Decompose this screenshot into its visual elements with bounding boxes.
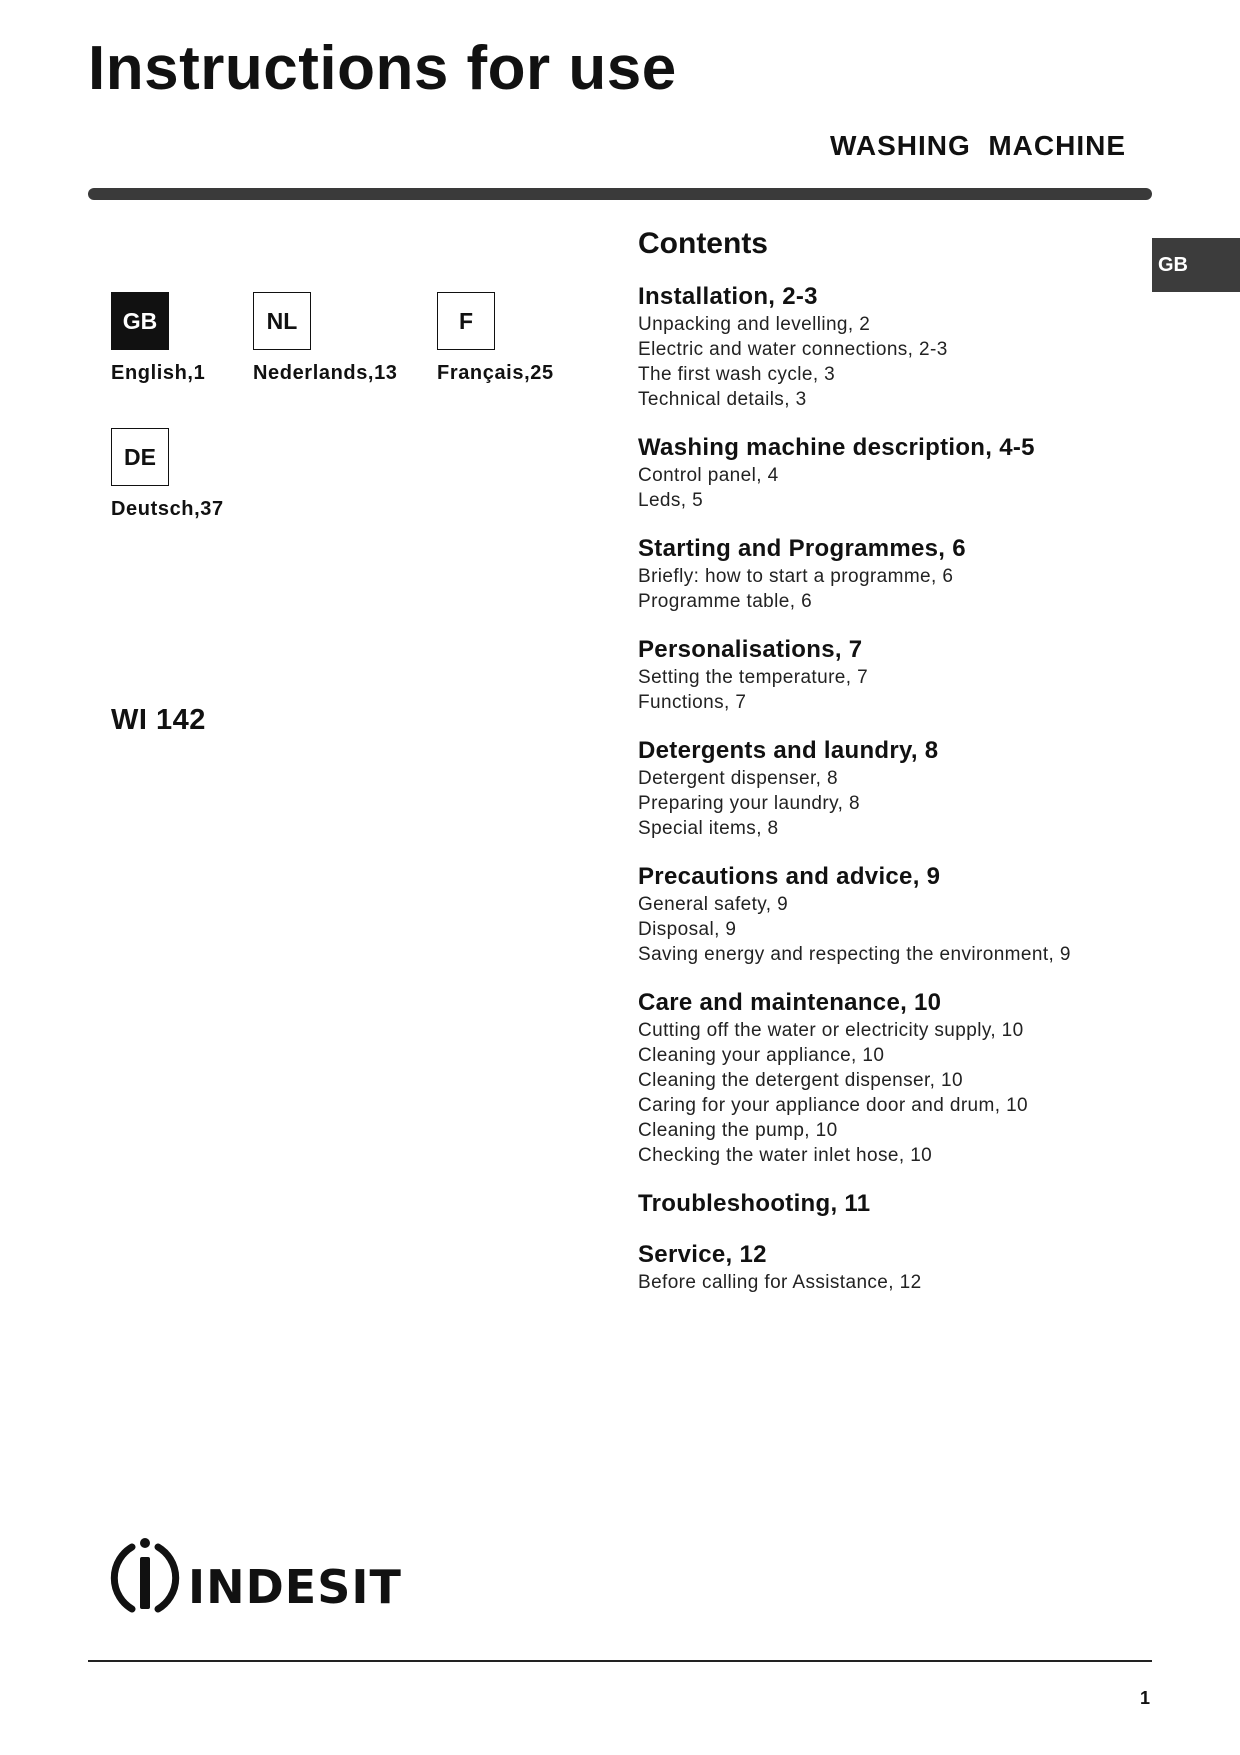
language-label-francais[interactable]: Français,25	[437, 362, 554, 384]
toc-section-heading[interactable]: Troubleshooting, 11	[638, 1190, 871, 1217]
toc-section-heading[interactable]: Precautions and advice, 9	[638, 863, 941, 890]
toc-section-heading[interactable]: Starting and Programmes, 6	[638, 535, 966, 562]
toc-entry[interactable]: Preparing your laundry, 8	[638, 793, 860, 814]
toc-entry[interactable]: Cutting off the water or electricity supply, 10	[638, 1020, 1024, 1041]
toc-section-heading[interactable]: Installation, 2-3	[638, 283, 818, 310]
logo-wordmark: INDESIT	[188, 1560, 402, 1614]
toc-entry[interactable]: The first wash cycle, 3	[638, 364, 836, 385]
toc-entry[interactable]: Before calling for Assistance, 12	[638, 1272, 922, 1293]
language-code-gb[interactable]: GB	[111, 292, 169, 350]
language-code-nl[interactable]: NL	[253, 292, 311, 350]
toc-entry[interactable]: Programme table, 6	[638, 591, 813, 612]
toc-section	[638, 534, 1118, 614]
toc-section	[638, 1189, 1118, 1219]
toc-entry[interactable]: Setting the temperature, 7	[638, 667, 869, 688]
toc-entry[interactable]: General safety, 9	[638, 894, 789, 915]
document-title: Instructions for use	[88, 34, 677, 103]
toc-section	[638, 988, 1118, 1168]
toc-entry[interactable]: Functions, 7	[638, 692, 747, 713]
toc-section	[638, 736, 1118, 841]
contents-title: Contents	[638, 227, 768, 260]
toc-section-heading[interactable]: Detergents and laundry, 8	[638, 737, 939, 764]
toc-section-heading[interactable]: Service, 12	[638, 1241, 767, 1268]
toc-entry[interactable]: Leds, 5	[638, 490, 704, 511]
toc-section	[638, 282, 1118, 412]
toc-entry[interactable]: Briefly: how to start a programme, 6	[638, 566, 954, 587]
toc-entry[interactable]: Control panel, 4	[638, 465, 779, 486]
toc-entry[interactable]: Saving energy and respecting the environment, 9	[638, 944, 1071, 965]
toc-entry[interactable]: Special items, 8	[638, 818, 779, 839]
product-type-heading: WASHING MACHINE	[830, 130, 1126, 161]
toc-section	[638, 433, 1118, 513]
table-of-contents	[638, 282, 1118, 1316]
language-side-tab: GB	[1152, 238, 1240, 292]
toc-section-heading[interactable]: Care and maintenance, 10	[638, 989, 942, 1016]
language-code-f[interactable]: F	[437, 292, 495, 350]
toc-section-heading[interactable]: Personalisations, 7	[638, 636, 863, 663]
toc-section	[638, 635, 1118, 715]
toc-section	[638, 862, 1118, 967]
page-number: 1	[1140, 1688, 1151, 1708]
toc-entry[interactable]: Caring for your appliance door and drum, 10	[638, 1095, 1029, 1116]
toc-section-heading[interactable]: Washing machine description, 4-5	[638, 434, 1035, 461]
language-label-english[interactable]: English,1	[111, 362, 206, 384]
indesit-i-logo-icon	[110, 1537, 420, 1617]
model-number: WI 142	[111, 704, 206, 736]
toc-entry[interactable]: Unpacking and levelling, 2	[638, 314, 871, 335]
toc-entry[interactable]: Electric and water connections, 2-3	[638, 339, 948, 360]
language-code-de[interactable]: DE	[111, 428, 169, 486]
header-divider	[88, 188, 1152, 200]
toc-entry[interactable]: Disposal, 9	[638, 919, 737, 940]
toc-entry[interactable]: Cleaning the detergent dispenser, 10	[638, 1070, 963, 1091]
toc-entry[interactable]: Cleaning your appliance, 10	[638, 1045, 885, 1066]
footer-divider	[88, 1660, 1152, 1662]
language-label-nederlands[interactable]: Nederlands,13	[253, 362, 398, 384]
toc-entry[interactable]: Technical details, 3	[638, 389, 807, 410]
language-label-deutsch[interactable]: Deutsch,37	[111, 498, 224, 520]
toc-entry[interactable]: Detergent dispenser, 8	[638, 768, 838, 789]
toc-entry[interactable]: Checking the water inlet hose, 10	[638, 1145, 933, 1166]
toc-entry[interactable]: Cleaning the pump, 10	[638, 1120, 838, 1141]
toc-section	[638, 1240, 1118, 1295]
indesit-logo	[110, 1537, 420, 1622]
